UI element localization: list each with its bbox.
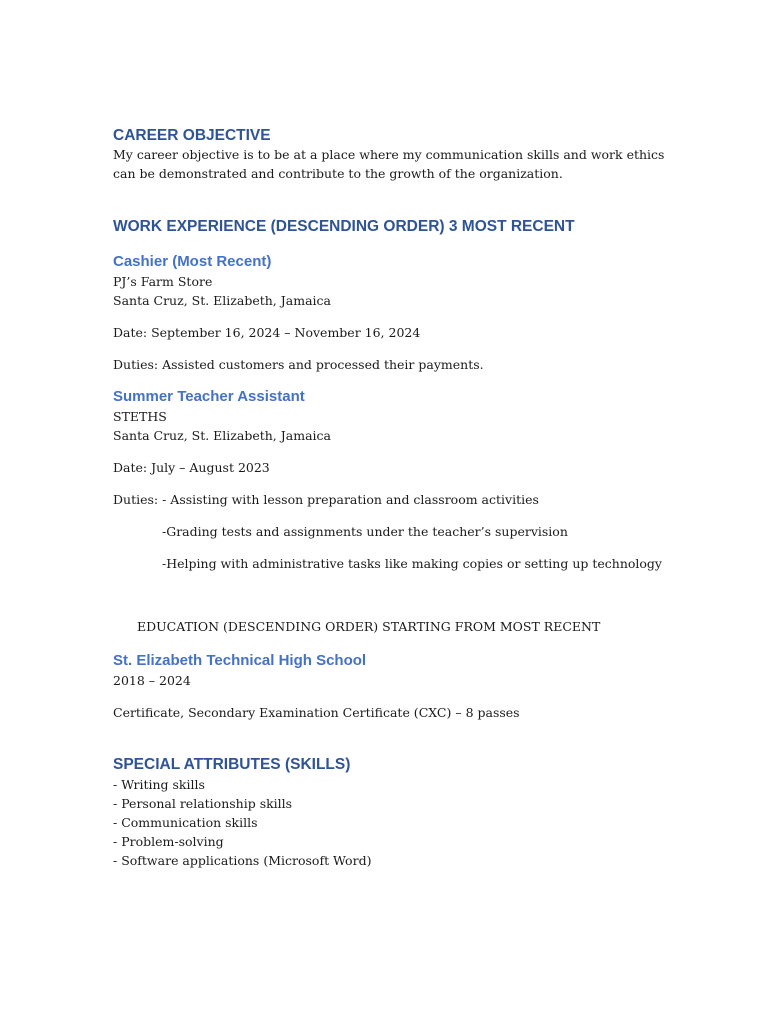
work-experience-heading: WORK EXPERIENCE (DESCENDING ORDER) 3 MOST RECENT <box>113 218 575 235</box>
skill-item: - Problem-solving <box>113 834 224 849</box>
career-objective-section <box>113 126 668 183</box>
skill-item: - Software applications (Microsoft Word) <box>113 853 372 868</box>
job-duties: Duties: Assisted customers and processed their payments. <box>113 357 484 372</box>
education-heading: EDUCATION (DESCENDING ORDER) STARTING FROM MOST RECENT <box>137 619 601 634</box>
job-employer: STETHS <box>113 409 167 424</box>
job-duty-item: -Helping with administrative tasks like making copies or setting up technology <box>162 556 662 571</box>
certificate-text: Certificate, Secondary Examination Certificate (CXC) – 8 passes <box>113 705 520 720</box>
skill-item: - Personal relationship skills <box>113 796 293 811</box>
work-experience-heading-block <box>113 217 668 237</box>
job-date: Date: September 16, 2024 – November 16, 2024 <box>113 325 421 340</box>
job-location: Santa Cruz, St. Elizabeth, Jamaica <box>113 428 331 443</box>
job-teacher-assistant <box>113 387 668 573</box>
career-objective-heading: CAREER OBJECTIVE <box>113 127 271 144</box>
school-years: 2018 – 2024 <box>113 673 191 688</box>
career-objective-text: My career objective is to be at a place where my communication skills and work ethics can be demonstrated and contribute to the growth of the organization. <box>113 147 665 181</box>
job-title: Cashier (Most Recent) <box>113 253 272 270</box>
job-employer: PJ’s Farm Store <box>113 274 213 289</box>
skills-section <box>113 755 668 870</box>
job-title: Summer Teacher Assistant <box>113 388 305 405</box>
education-heading-block <box>137 617 668 636</box>
job-date: Date: July – August 2023 <box>113 460 270 475</box>
job-location: Santa Cruz, St. Elizabeth, Jamaica <box>113 293 331 308</box>
job-duties: Duties: - Assisting with lesson preparation and classroom activities <box>113 492 539 507</box>
skill-item: - Writing skills <box>113 777 205 792</box>
education-section <box>113 651 668 722</box>
job-duty-item: -Grading tests and assignments under the teacher’s supervision <box>162 524 568 539</box>
skill-item: - Communication skills <box>113 815 258 830</box>
skills-heading: SPECIAL ATTRIBUTES (SKILLS) <box>113 756 351 773</box>
job-cashier <box>113 252 668 374</box>
school-name: St. Elizabeth Technical High School <box>113 652 367 669</box>
